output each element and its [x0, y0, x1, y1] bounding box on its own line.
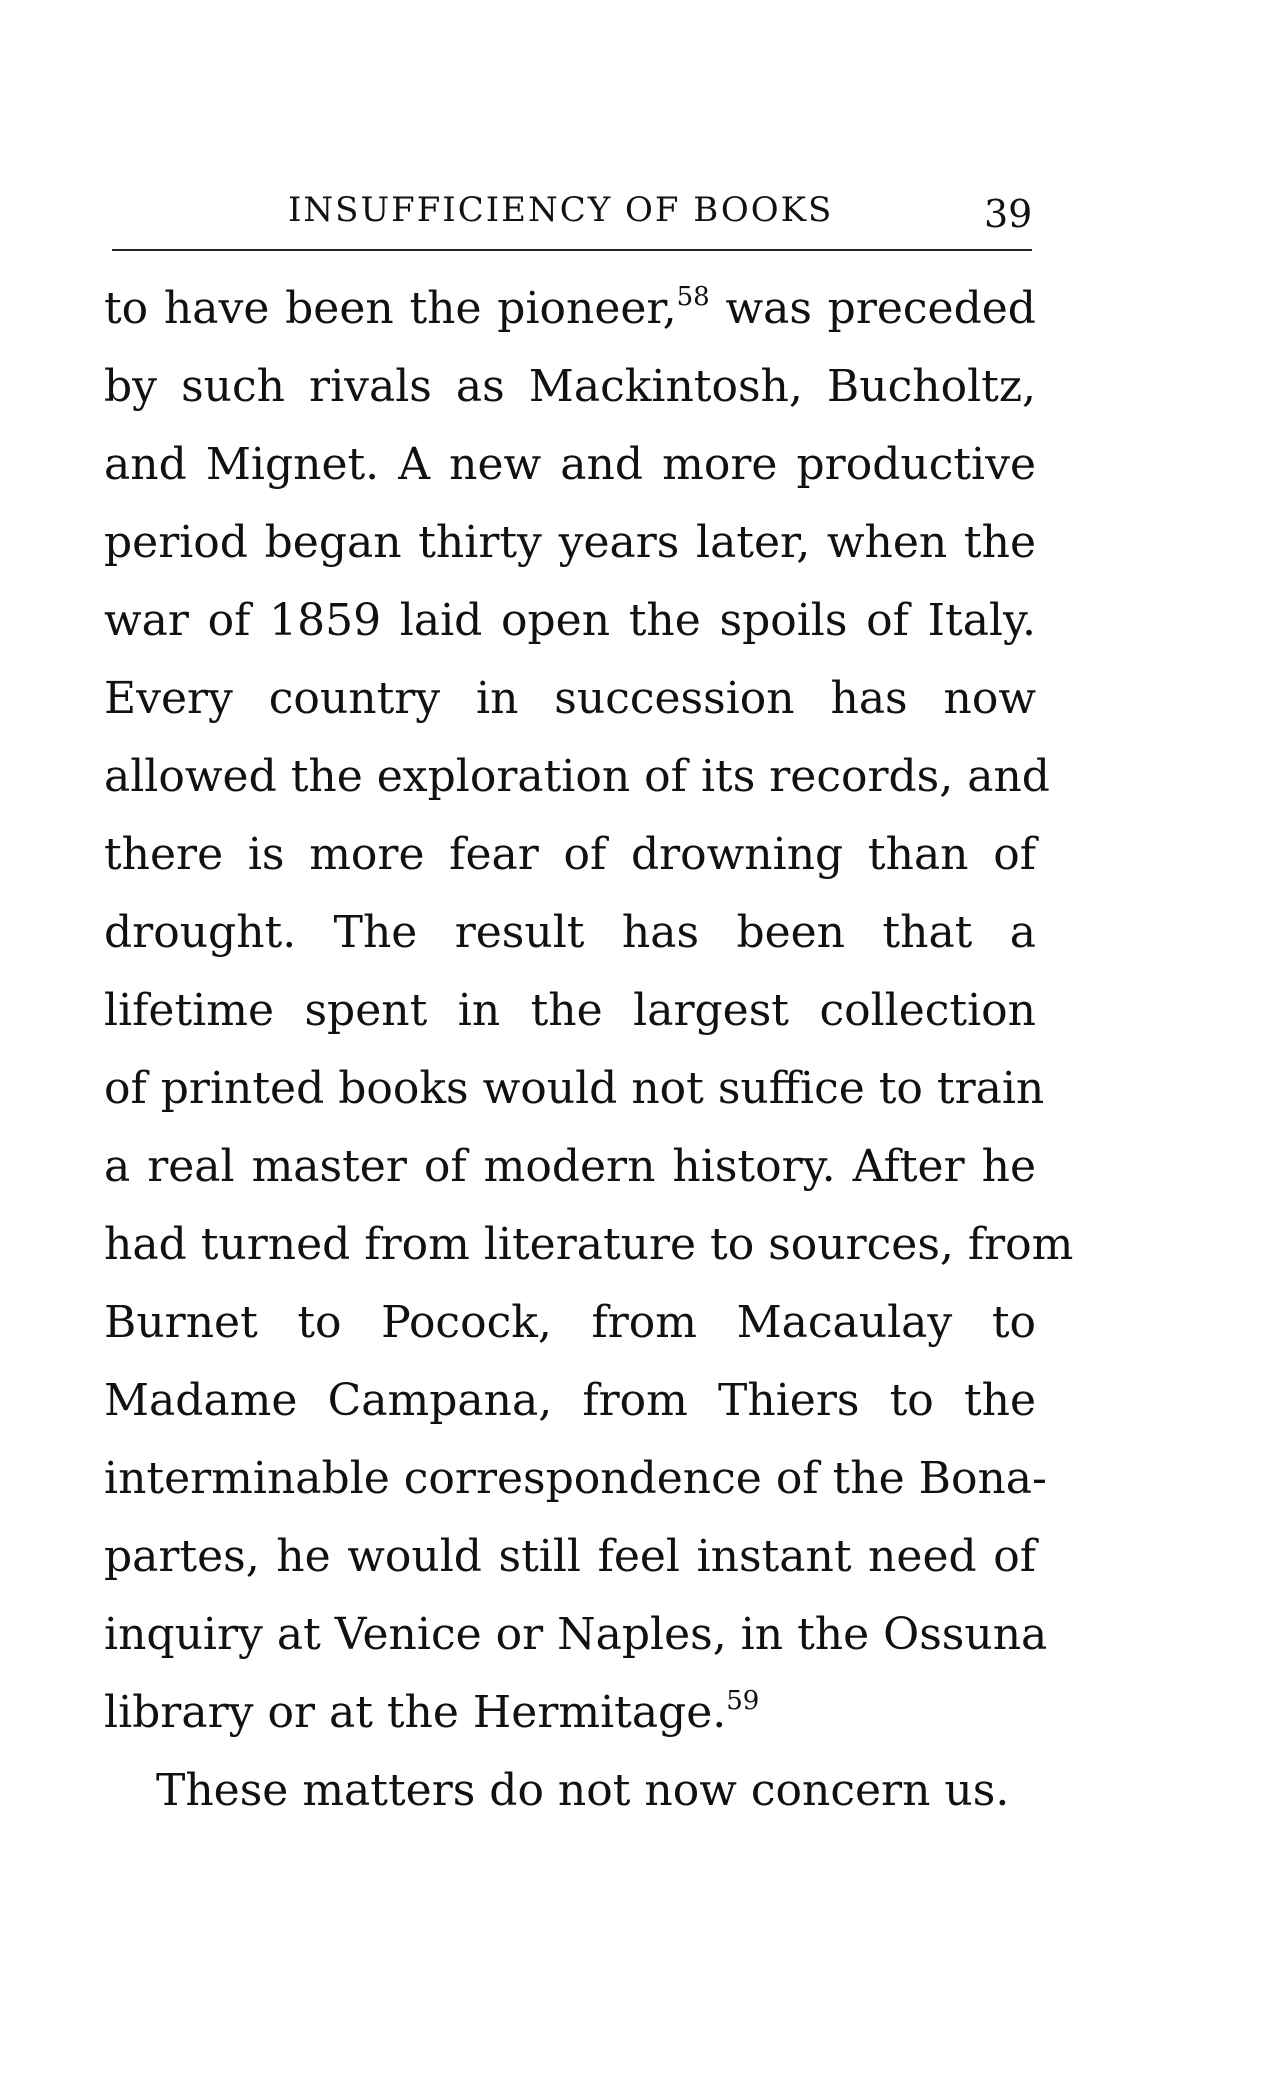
- text-line: drought. The result has been that a: [104, 907, 1036, 958]
- text-line: a real master of modern history. After he: [104, 1141, 1036, 1192]
- text-line: inquiry at Venice or Naples, in the Ossuna: [104, 1609, 1048, 1660]
- text-line: war of 1859 laid open the spoils of Italy.: [104, 595, 1036, 646]
- header-rule: [112, 249, 1032, 251]
- text-line: Madame Campana, from Thiers to the: [104, 1375, 1036, 1426]
- text-line: by such rivals as Mackintosh, Bucholtz,: [104, 361, 1036, 412]
- text-line: of printed books would not suffice to train: [104, 1063, 1045, 1114]
- footnote-marker: 58: [676, 282, 710, 312]
- text-line: allowed the exploration of its records, and: [104, 751, 1050, 802]
- footnote-marker: 59: [726, 1686, 760, 1716]
- running-head: [0, 190, 1264, 240]
- text-line: partes, he would still feel instant need of: [104, 1531, 1036, 1582]
- text-line: Burnet to Pocock, from Macaulay to: [104, 1297, 1036, 1348]
- text-line: Every country in succession has now: [104, 673, 1036, 724]
- text-line: there is more fear of drowning than of: [104, 829, 1036, 880]
- text-line: and Mignet. A new and more productive: [104, 439, 1036, 490]
- text-line: to have been the pioneer,$^{58}$ was preceded: [104, 282, 1036, 334]
- text-line: interminable correspondence of the Bona-: [104, 1453, 1047, 1504]
- text-line: period began thirty years later, when the: [104, 517, 1036, 568]
- body-text: [104, 270, 1074, 1830]
- text-line: had turned from literature to sources, from: [104, 1219, 1074, 1270]
- running-head-title: INSUFFICIENCY OF BOOKS: [288, 190, 834, 230]
- text-line: These matters do not now concern us.: [156, 1765, 1010, 1816]
- text-line: library or at the Hermitage.$^{59}$: [104, 1686, 760, 1738]
- text-line: lifetime spent in the largest collection: [104, 985, 1036, 1036]
- page-number: 39: [984, 192, 1033, 236]
